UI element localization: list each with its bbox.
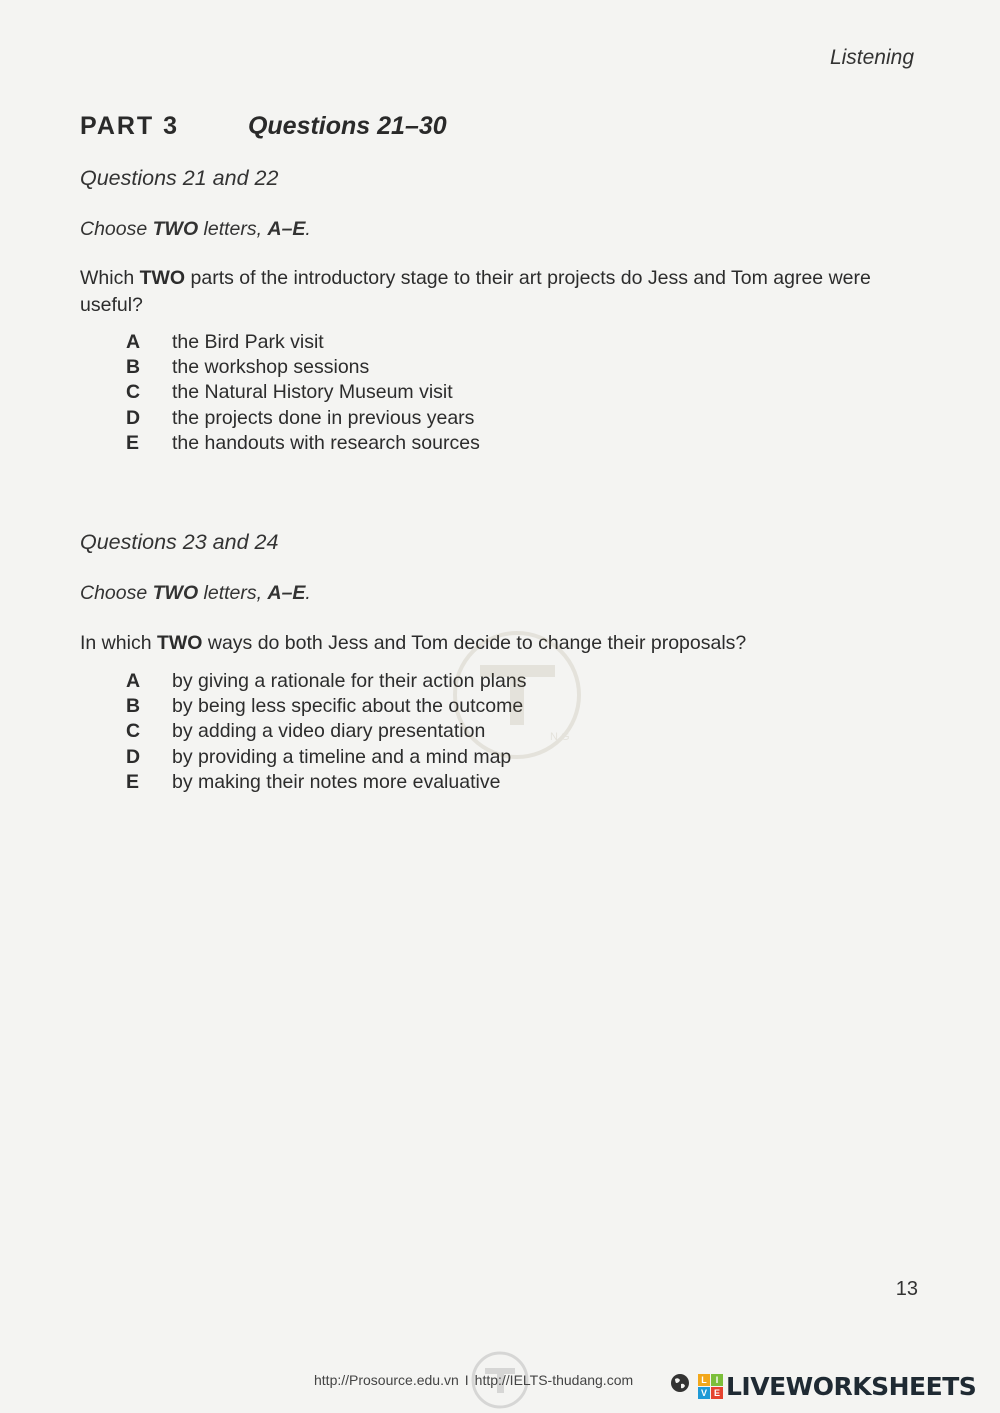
option-letter: A	[126, 331, 141, 354]
logo-letter: E	[711, 1387, 723, 1399]
option-text: by giving a rationale for their action plans	[172, 670, 527, 693]
option-text: the workshop sessions	[172, 356, 370, 379]
option-text: by being less specific about the outcome	[172, 695, 524, 718]
liveworksheets-wordmark: LIVEWORKSHEETS	[726, 1372, 977, 1401]
option-letter: A	[126, 670, 141, 693]
option-text: the Natural History Museum visit	[172, 381, 453, 404]
logo-letter: I	[711, 1374, 723, 1386]
option-item[interactable]	[126, 330, 480, 355]
watermark-text: N G	[550, 731, 570, 743]
questions-21-22-options	[126, 330, 480, 456]
footer-link-ielts[interactable]: http://IELTS-thudang.com	[474, 1372, 634, 1388]
section-label: Listening	[829, 46, 914, 69]
option-item[interactable]	[126, 355, 480, 380]
option-item[interactable]	[126, 406, 480, 431]
page-number: 13	[895, 1278, 918, 1300]
logo-letter: L	[698, 1374, 710, 1386]
option-letter: C	[126, 381, 141, 404]
option-letter: E	[126, 431, 140, 454]
questions-23-24-prompt: In which TWO ways do both Jess and Tom decide to change their proposals?	[80, 632, 747, 654]
option-text: by adding a video diary presentation	[172, 720, 486, 743]
liveworksheets-logo[interactable]	[698, 1372, 976, 1401]
questions-23-24-instruction: Choose TWO letters, A–E.	[80, 582, 311, 604]
logo-letter: V	[698, 1387, 710, 1399]
liveworksheets-mark-icon	[698, 1374, 723, 1399]
footer-links	[314, 1372, 633, 1388]
option-letter: C	[126, 720, 141, 743]
option-item[interactable]	[126, 770, 526, 795]
part-heading	[80, 112, 447, 141]
questions-21-22-instruction: Choose TWO letters, A–E.	[80, 218, 311, 240]
question-range: Questions 21–30	[247, 112, 447, 140]
questions-21-22-heading: Questions 21 and 22	[80, 166, 279, 190]
option-letter: D	[126, 406, 141, 429]
globe-icon	[670, 1373, 690, 1393]
option-letter: B	[126, 695, 141, 718]
footer-separator: I	[464, 1372, 469, 1388]
questions-21-22-prompt: Which TWO parts of the introductory stage to their art projects do Jess and Tom agree were useful?	[80, 267, 871, 316]
footer-link-prosource[interactable]: http://Prosource.edu.vn	[314, 1372, 459, 1388]
watermark-logo	[450, 620, 585, 770]
option-letter: E	[126, 770, 140, 793]
option-text: by making their notes more evaluative	[172, 770, 501, 793]
option-item[interactable]	[126, 380, 480, 405]
option-letter: D	[126, 745, 141, 768]
option-letter: B	[126, 356, 141, 379]
option-text: the projects done in previous years	[172, 406, 475, 429]
option-item[interactable]	[126, 431, 480, 456]
questions-23-24-heading: Questions 23 and 24	[80, 530, 279, 554]
part-label: PART 3	[80, 112, 180, 140]
option-text: the handouts with research sources	[172, 431, 480, 454]
option-text: by providing a timeline and a mind map	[172, 745, 512, 768]
option-text: the Bird Park visit	[172, 331, 324, 354]
